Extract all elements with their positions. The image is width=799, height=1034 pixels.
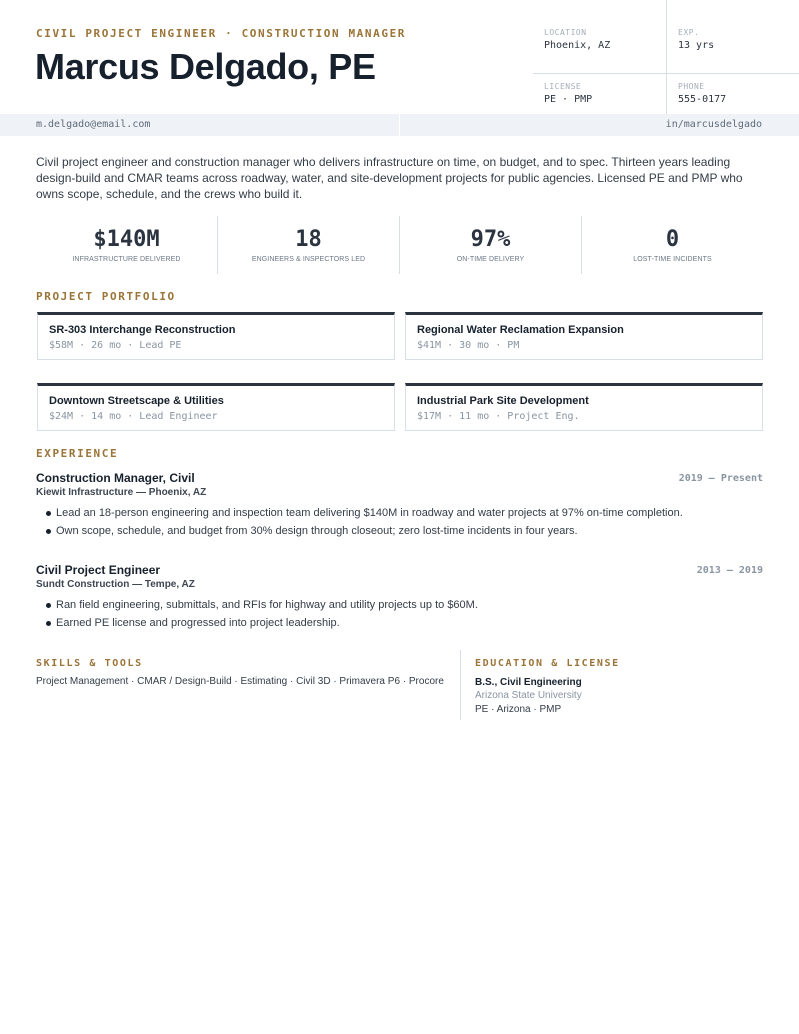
job-bullets bbox=[36, 504, 763, 540]
stat-caption: LOST-TIME INCIDENTS bbox=[633, 256, 712, 263]
job-bullets bbox=[36, 596, 763, 632]
resume-header bbox=[0, 0, 799, 114]
stat-caption: ON-TIME DELIVERY bbox=[456, 256, 525, 263]
experience-value: 13 yrs bbox=[678, 40, 715, 51]
project-card bbox=[37, 383, 395, 431]
phone-value[interactable]: 555-0177 bbox=[678, 94, 727, 105]
linkedin-link[interactable]: in/marcusdelgado bbox=[665, 119, 762, 130]
stat-caption: ENGINEERS & INSPECTORS LED bbox=[251, 256, 366, 263]
stat-value: 97% bbox=[470, 227, 511, 252]
job-entry bbox=[36, 471, 763, 540]
project-meta: $41M · 30 mo · PM bbox=[417, 340, 520, 351]
stat-item bbox=[217, 216, 399, 274]
stats-row bbox=[36, 216, 763, 274]
project-meta: $17M · 11 mo · Project Eng. bbox=[417, 411, 580, 422]
project-name: Regional Water Reclamation Expansion bbox=[417, 324, 624, 336]
education-heading: EDUCATION & LICENSE bbox=[475, 658, 620, 669]
stat-value: $140M bbox=[93, 227, 160, 252]
skills-list: Project Management · CMAR / Design-Build · Estimating · Civil 3D · Primavera P6 · Procore bbox=[36, 676, 444, 687]
education-school: Arizona State University bbox=[475, 690, 582, 701]
job-dates: 2013 — 2019 bbox=[696, 565, 763, 576]
job-entry bbox=[36, 563, 763, 632]
meta-location bbox=[533, 0, 666, 57]
contact-divider bbox=[399, 114, 400, 136]
list-item: Lead an 18-person engineering and inspection team delivering $140M in roadway and water projects at 97% on-time completion. bbox=[36, 504, 763, 522]
education-licenses: PE · Arizona · PMP bbox=[475, 704, 562, 715]
job-dates: 2019 — Present bbox=[678, 473, 763, 484]
meta-phone bbox=[666, 73, 799, 114]
candidate-name: Marcus Delgado, PE bbox=[35, 46, 376, 87]
contact-bar bbox=[0, 114, 799, 136]
job-role: Construction Manager, Civil bbox=[36, 471, 195, 485]
project-card bbox=[405, 383, 763, 431]
stat-caption: INFRASTRUCTURE DELIVERED bbox=[72, 256, 181, 263]
project-name: Industrial Park Site Development bbox=[417, 395, 589, 407]
project-name: Downtown Streetscape & Utilities bbox=[49, 395, 224, 407]
location-value: Phoenix, AZ bbox=[544, 40, 611, 51]
education-degree: B.S., Civil Engineering bbox=[475, 677, 582, 688]
skills-heading: SKILLS & TOOLS bbox=[36, 658, 143, 669]
stat-item bbox=[36, 216, 217, 274]
meta-grid bbox=[533, 0, 799, 114]
portfolio-heading: PROJECT PORTFOLIO bbox=[36, 290, 176, 303]
experience-heading: EXPERIENCE bbox=[36, 447, 119, 460]
job-company: Kiewit Infrastructure — Phoenix, AZ bbox=[36, 487, 207, 498]
stat-value: 0 bbox=[665, 227, 680, 252]
project-meta: $58M · 26 mo · Lead PE bbox=[49, 340, 182, 351]
job-tagline: CIVIL PROJECT ENGINEER · CONSTRUCTION MANAGER bbox=[36, 27, 407, 40]
stat-item bbox=[399, 216, 581, 274]
location-label: LOCATION bbox=[544, 28, 587, 37]
experience-label: EXP. bbox=[678, 28, 700, 37]
license-label: LICENSE bbox=[544, 82, 582, 91]
professional-summary: Civil project engineer and construction manager who delivers infrastructure on time, on budget, and to spec. Thirteen years leading design-build and CMAR teams across roadway, water, and site-development projects for public agencies. Licensed PE and PMP who owns scope, schedule, and the crews who build it. bbox=[36, 155, 743, 201]
phone-label: PHONE bbox=[678, 82, 705, 91]
list-item: Own scope, schedule, and budget from 30% design through closeout; zero lost-time incidents in four years. bbox=[36, 522, 763, 540]
job-company: Sundt Construction — Tempe, AZ bbox=[36, 579, 195, 590]
project-meta: $24M · 14 mo · Lead Engineer bbox=[49, 411, 218, 422]
stat-value: 18 bbox=[295, 227, 322, 252]
column-divider bbox=[460, 650, 461, 720]
meta-experience bbox=[666, 0, 799, 73]
job-role: Civil Project Engineer bbox=[36, 563, 161, 577]
stat-item bbox=[581, 216, 763, 274]
project-card bbox=[37, 312, 395, 360]
email-link[interactable]: m.delgado@email.com bbox=[36, 119, 151, 130]
license-value: PE · PMP bbox=[544, 94, 593, 105]
list-item: Ran field engineering, submittals, and RFIs for highway and utility projects up to $60M. bbox=[36, 596, 763, 614]
project-card bbox=[405, 312, 763, 360]
project-name: SR-303 Interchange Reconstruction bbox=[49, 324, 236, 336]
meta-license bbox=[533, 73, 666, 114]
list-item: Earned PE license and progressed into project leadership. bbox=[36, 614, 763, 632]
